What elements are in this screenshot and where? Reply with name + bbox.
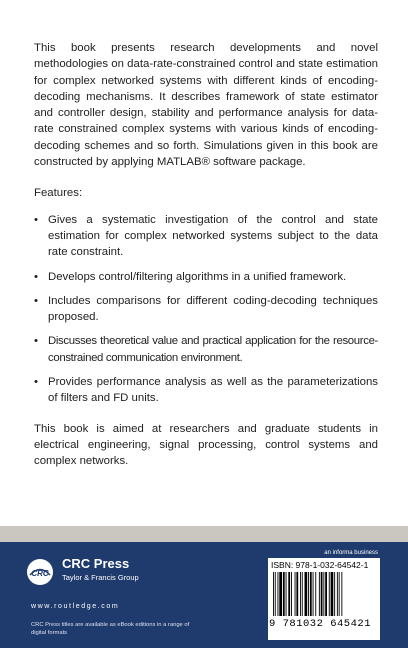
- feature-item: [34, 269, 378, 285]
- feature-text: Provides performance analysis as well as the parameterizations of filters and FD units.: [48, 376, 378, 405]
- bullet-icon: •: [34, 376, 38, 389]
- publisher-url[interactable]: www.routledge.com: [31, 603, 120, 610]
- feature-item: [34, 374, 378, 407]
- bullet-icon: •: [34, 294, 38, 307]
- informa-tagline: an informa business: [324, 550, 378, 556]
- bullet-icon: •: [34, 213, 38, 226]
- bullet-icon: •: [34, 335, 38, 348]
- publisher-group: Taylor & Francis Group: [62, 573, 139, 582]
- logo-text: CRC: [31, 569, 49, 578]
- ebook-note: CRC Press titles are available as eBook editions in a range of digital formats: [31, 622, 190, 636]
- crc-logo-icon: [26, 558, 54, 586]
- barcode-panel: [268, 558, 380, 640]
- feature-item: [34, 212, 378, 261]
- closing-paragraph: This book is aimed at researchers and graduate students in electrical engineering, signal processing, control systems and complex networks.: [34, 422, 378, 468]
- feature-item: [34, 333, 378, 366]
- features-heading: Features:: [34, 187, 83, 200]
- feature-text: Includes comparisons for different coding-decoding techniques proposed.: [48, 294, 378, 324]
- features-list: [34, 212, 378, 407]
- barcode-icon: [270, 572, 378, 618]
- bullet-icon: •: [34, 270, 38, 283]
- ean-digits: 9 781032 645421: [269, 618, 372, 630]
- feature-text: Gives a systematic investigation of the control and state estimation for complex networked systems subject to the data rate constraint.: [48, 213, 378, 259]
- feature-text: Develops control/filtering algorithms in a unified framework.: [48, 270, 347, 283]
- cover-text: [34, 40, 378, 470]
- feature-text: Discusses theoretical value and practical application for the resource-constrained communication environment.: [48, 335, 378, 364]
- isbn-label: ISBN: 978-1-032-64542-1: [271, 560, 369, 570]
- publisher-footer: [0, 542, 408, 648]
- publisher-name: CRC Press: [62, 556, 130, 571]
- feature-item: [34, 293, 378, 326]
- book-description: This book presents research developments and novel methodologies on data-rate-constrained control and state estimation for complex networked systems with different kinds of encoding-decoding mechanisms. It describes framework of state estimator and controller design, stability and performance analysis for data-rate constrained complex systems with various kinds of encoding-decoding schemes and so forth. Simulations given in this book are constructed by applying MATLAB® software package.: [34, 42, 378, 169]
- divider-band: [0, 526, 408, 542]
